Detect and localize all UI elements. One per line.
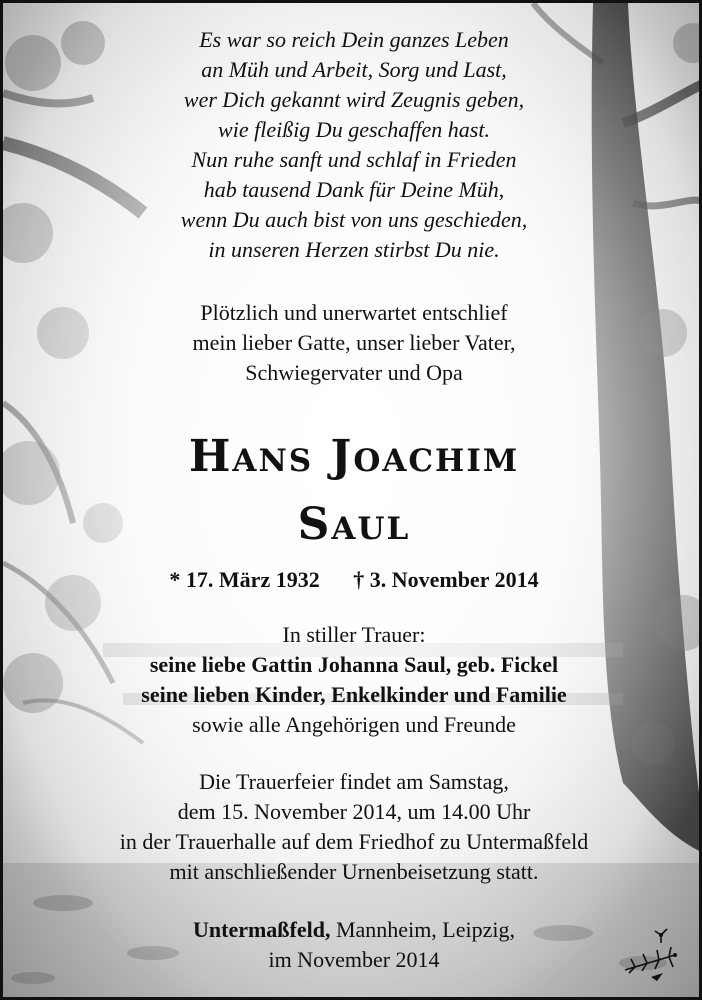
birth-date: * 17. März 1932	[169, 567, 320, 592]
memorial-poem	[3, 25, 702, 265]
place-and-date	[3, 915, 702, 975]
poem-line: wenn Du auch bist von uns geschieden,	[180, 207, 528, 232]
place-date: im November 2014	[268, 947, 440, 972]
funeral-line: dem 15. November 2014, um 14.00 Uhr	[177, 799, 531, 824]
funeral-line: Die Trauerfeier findet am Samstag,	[199, 769, 509, 794]
funeral-line: in der Trauerhalle auf dem Friedhof zu Untermaßfeld	[119, 829, 589, 854]
mourner-wife: seine liebe Gattin Johanna Saul, geb. Fickel	[149, 652, 559, 677]
intro-line: mein lieber Gatte, unser lieber Vater,	[192, 330, 516, 355]
poem-line: Es war so reich Dein ganzes Leben	[199, 27, 509, 52]
poem-line: wer Dich gekannt wird Zeugnis geben,	[183, 87, 525, 112]
mourners-heading: In stiller Trauer:	[282, 622, 426, 647]
announcement-intro	[3, 298, 702, 388]
mourners-block	[3, 620, 702, 740]
funeral-details	[3, 767, 702, 887]
poem-line: in unseren Herzen stirbst Du nie.	[208, 237, 500, 262]
place-rest: Mannheim, Leipzig,	[330, 917, 515, 942]
life-dates	[3, 565, 702, 595]
poem-line: wie fleißig Du geschaffen hast.	[218, 117, 490, 142]
place-line	[3, 915, 702, 945]
mourner-others: sowie alle Angehörigen und Freunde	[192, 712, 516, 737]
funeral-line: mit anschließender Urnenbeisetzung statt.	[169, 859, 539, 884]
place-main: Untermaßfeld,	[193, 917, 331, 942]
poem-line: Nun ruhe sanft und schlaf in Frieden	[191, 147, 517, 172]
leaf-sprig-icon	[615, 925, 685, 985]
deceased-last-name: Saul	[297, 499, 411, 550]
poem-line: an Müh und Arbeit, Sorg und Last,	[201, 57, 507, 82]
intro-line: Plötzlich und unerwartet entschlief	[200, 300, 508, 325]
obituary-text	[3, 3, 702, 1000]
poem-line: hab tausend Dank für Deine Müh,	[203, 177, 505, 202]
intro-line: Schwiegervater und Opa	[245, 360, 463, 385]
deceased-first-name: Hans Joachim	[188, 431, 520, 482]
mourner-family: seine lieben Kinder, Enkelkinder und Familie	[141, 682, 567, 707]
death-date: † 3. November 2014	[353, 567, 539, 592]
